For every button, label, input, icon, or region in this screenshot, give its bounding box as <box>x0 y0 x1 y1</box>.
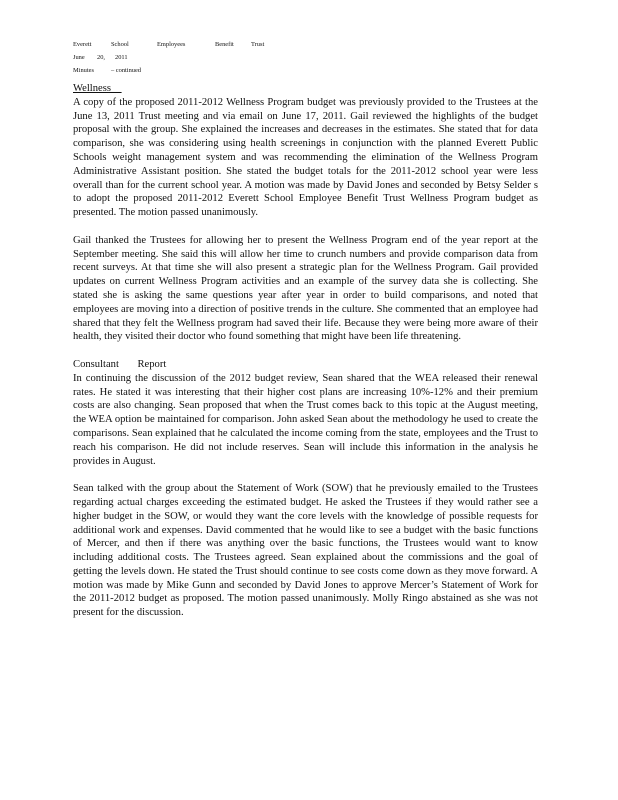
header-word: 20, <box>97 54 105 61</box>
page-header <box>73 38 264 77</box>
minutes-body <box>73 82 538 620</box>
consultant-paragraph-2: Sean talked with the group about the Statement of Work (SOW) that he previously emailed to the Trustees regarding actual charges exceeding the estimated budget. He asked the Trustees if they would rather see a higher budget in the SOW, or would they want the core levels with the knowledge of possible requests for additional work and expenses. David commented that he would like to see a budget with the basic functions of Mercer, and then if there was anything over the basic functions, the Trustees would want to know including additional costs. The Trustees agreed. Sean explained about the commissions and the goal of getting the levels down. He stated the Trust should continue to see costs come down as they move forward. A motion was made by Mike Gunn and seconded by David Jones to approve Mercer’s Statement of Work for the 2011-2012 budget as proposed. The motion passed unanimously. Molly Ringo abstained as she was not present for the discussion. <box>73 483 538 619</box>
wellness-paragraph-1: A copy of the proposed 2011-2012 Wellness Program budget was previously provided to the Trustees at the June 13, 2011 Trust meeting and via email on June 17, 2011. Gail reviewed the highlights of the budget proposal with the group. She explained the increases and decreases in the estimates. She stated that for data comparison, she was considering using health screenings in conjunction with the planned Everett Public Schools weight management system and was recommending the elimination of the Wellness Program Administrative Assistant position. She stated the budget totals for the 2011-2012 school year were less overall than for the current school year. A motion was made by David Jones and seconded by Betsy Selder s to adopt the proposed 2011-2012 Everett School Employee Benefit Trust Wellness Program budget as presented. The motion passed unanimously. <box>73 96 538 219</box>
header-line-2 <box>73 51 264 64</box>
header-word: June <box>73 54 85 61</box>
header-line-3 <box>73 64 264 77</box>
consultant-paragraph-1: In continuing the discussion of the 2012 budget review, Sean shared that the WEA released their renewal rates. He stated it was interesting that their higher cost plans are increasing 10%-12% and their premium costs are also changing. Sean proposed that when the Trust comes back to this topic at the August meeting, the WEA option be maintained for comparison. John asked Sean about the methodology he used to create the comparisons. Sean explained that he calculated the income coming from the state, employees and the Trust to reach his comparison. He did not include reserves. Sean will include this information in the analysis he provides in August. <box>73 372 538 467</box>
header-word: Trust <box>251 41 265 48</box>
header-word: Benefit <box>215 41 234 48</box>
header-word: – continued <box>111 67 141 74</box>
header-word: 2011 <box>115 54 128 61</box>
section-heading-consultant-report: Consultant Report <box>73 358 167 370</box>
wellness-paragraph-2: Gail thanked the Trustees for allowing her to present the Wellness Program end of the year report at the September meeting. She said this will allow her time to crunch numbers and provide comparison data from recent surveys. At that time she will also present a strategic plan for the Wellness Program. Gail provided updates on current Wellness Program activities and an example of the survey data she is collecting. She stated she is asking the same questions year after year in order to build comparisons, and noted that employees are moving into a direction of positive trends in the culture. She commented that an employee had shared that they felt the Wellness program had saved their life. Because they were being more aware of their health, they visited their doctor who found something that might have been life threatening. <box>73 234 538 343</box>
header-word: School <box>111 41 129 48</box>
header-line-1 <box>73 38 264 51</box>
header-word: Employees <box>157 41 186 48</box>
header-word: Minutes <box>73 67 94 74</box>
section-heading-wellness: Wellness <box>73 83 111 94</box>
header-word: Everett <box>73 41 92 48</box>
